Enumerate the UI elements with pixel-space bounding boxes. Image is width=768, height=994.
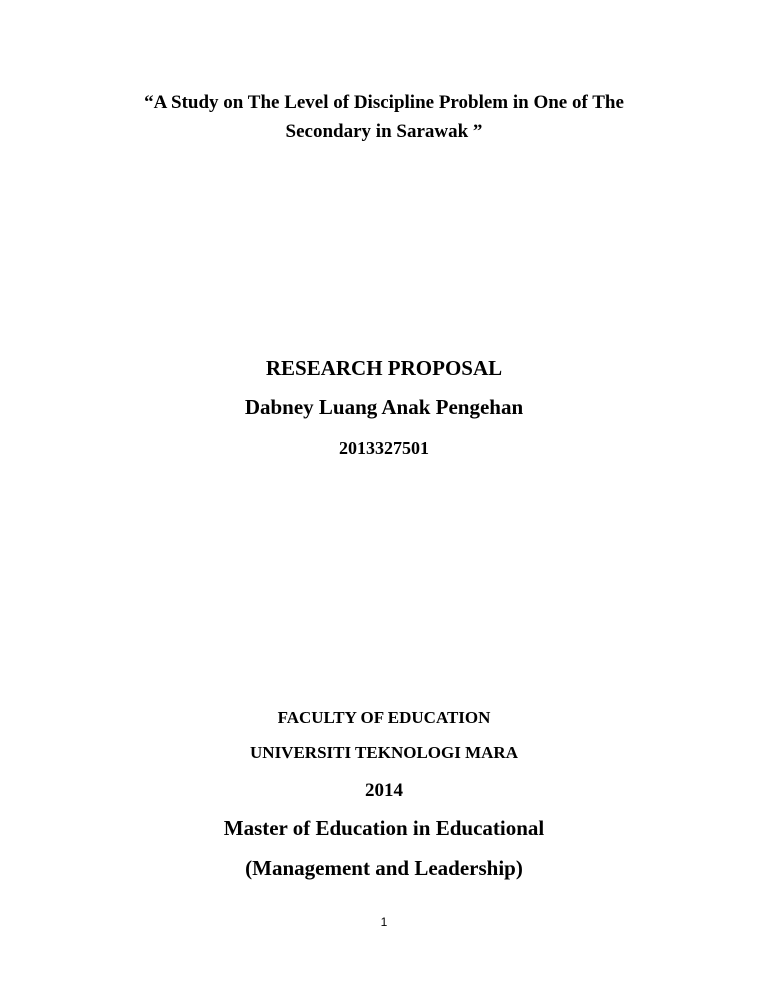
degree-line-1: Master of Education in Educational	[223, 816, 545, 840]
degree-line-2: (Management and Leadership)	[245, 856, 523, 880]
student-id: 2013327501	[339, 438, 429, 458]
university-name: UNIVERSITI TEKNOLOGI MARA	[250, 743, 518, 762]
proposal-heading: RESEARCH PROPOSAL	[265, 356, 503, 380]
title-line-1: “A Study on The Level of Discipline Problem in One of The	[144, 92, 624, 113]
page-number: 1	[380, 915, 388, 929]
year: 2014	[365, 780, 403, 801]
author-name: Dabney Luang Anak Pengehan	[244, 395, 524, 419]
faculty-name: FACULTY OF EDUCATION	[277, 708, 491, 727]
title-line-2: Secondary in Sarawak ”	[285, 121, 483, 142]
